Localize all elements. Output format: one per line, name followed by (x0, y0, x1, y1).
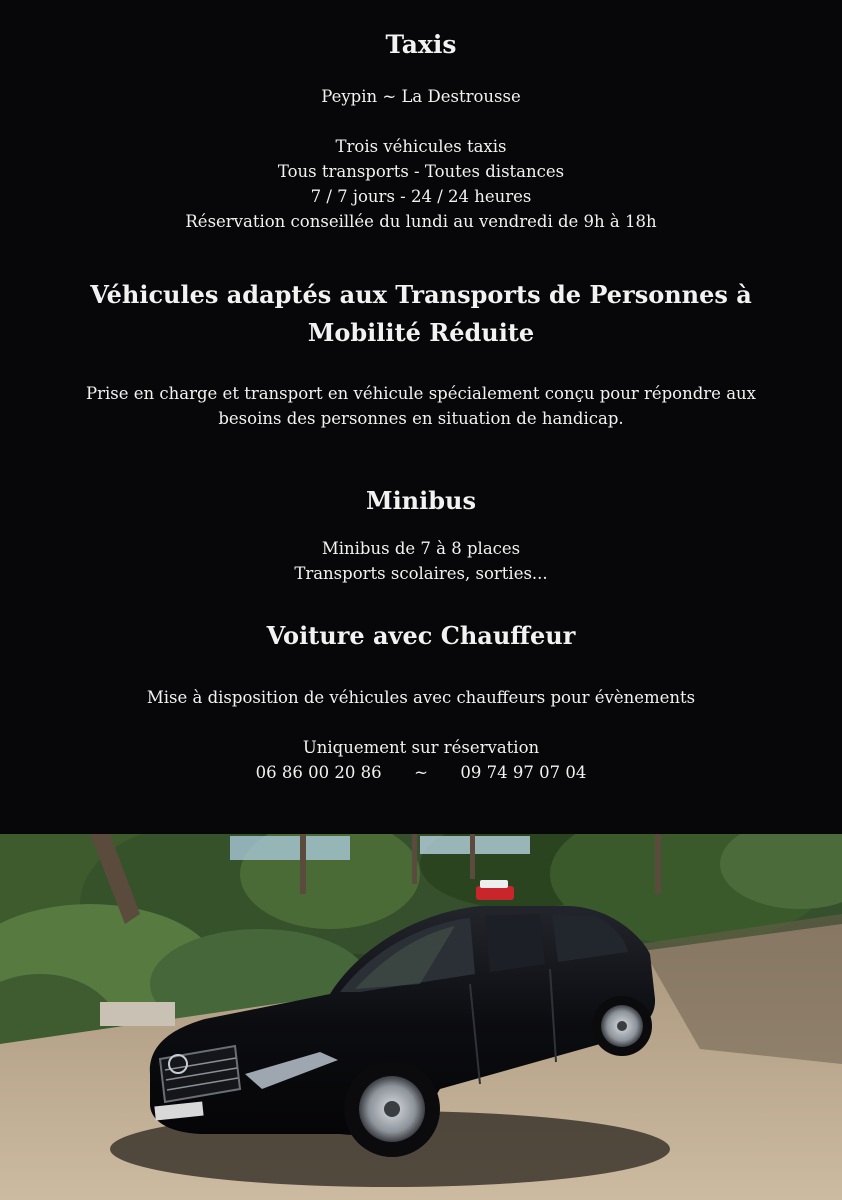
chauffeur-title: Voiture avec Chauffeur (266, 621, 576, 650)
location-text: Peypin ~ La Destrousse (321, 87, 521, 106)
stone-curb (100, 1002, 175, 1026)
booking-note: Uniquement sur réservation (302, 738, 540, 757)
phone-number[interactable]: 06 86 00 20 86 (255, 763, 382, 782)
pmr-title: Véhicules adaptés aux Transports de Personnes à (90, 280, 752, 309)
service-line: Trois véhicules taxis (335, 137, 507, 156)
rear-wheel (592, 996, 652, 1056)
minibus-title: Minibus (366, 486, 476, 515)
car-illustration (0, 834, 842, 1200)
taxi-roof-sign (476, 886, 514, 900)
chauffeur-description: Mise à disposition de véhicules avec chauffeurs pour évènements (146, 688, 696, 707)
phone-numbers (0, 760, 842, 785)
service-line: Réservation conseillée du lundi au vendredi de 9h à 18h (185, 212, 657, 231)
phone-number[interactable]: 09 74 97 07 04 (460, 763, 587, 782)
phone-separator: ~ (414, 763, 428, 782)
pmr-description: Prise en charge et transport en véhicule spécialement conçu pour répondre aux (86, 384, 756, 403)
minibus-line: Minibus de 7 à 8 places (321, 539, 521, 558)
minibus-line: Transports scolaires, sorties... (294, 564, 548, 583)
service-line: 7 / 7 jours - 24 / 24 heures (310, 187, 532, 206)
pmr-description: besoins des personnes en situation de handicap. (218, 409, 624, 428)
page-title: Taxis (385, 30, 457, 59)
taxi-car-photo (0, 834, 842, 1200)
pmr-title: Mobilité Réduite (307, 318, 535, 347)
front-wheel (344, 1061, 440, 1157)
service-line: Tous transports - Toutes distances (277, 162, 565, 181)
